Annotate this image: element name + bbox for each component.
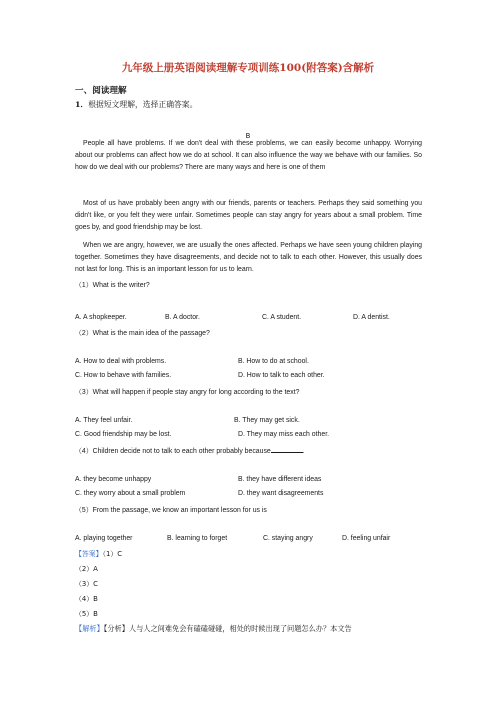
answer-item-1: （1）C (102, 550, 123, 558)
option-1b: B. A doctor. (165, 314, 200, 321)
question-stem-4-text: （4）Children decide not to talk to each other probably because (75, 448, 271, 455)
passage-paragraph-2: Most of us have probably been angry with our friends, parents or teachers. Perhaps they said something you didn't like, or you felt they were unfair. Sometimes people can stay angry for years about a small problem. Time goes by, and good friendship may be lost. (75, 200, 422, 231)
passage-label: B (245, 132, 251, 140)
option-4b: B. they have different ideas (238, 476, 322, 483)
option-4a: A. they become unhappy (75, 476, 152, 483)
option-5b: B. learning to forget (167, 535, 228, 542)
instruction (75, 99, 197, 110)
answer-item-4: （4）B (75, 595, 98, 603)
passage-paragraph-3: When we are angry, however, we are usually the ones affected. Perhaps we have seen young children playing together. Sometimes they have disagreements, and decide not to talk to each other. However, this usually does not last for long. This is an important lesson for us to learn. (75, 242, 422, 273)
option-1c: C. A student. (262, 314, 302, 321)
answer-line (75, 548, 122, 558)
analysis-tag: 【解析】 (75, 624, 104, 633)
analysis-line (75, 624, 352, 634)
option-3b: B. They may get sick. (234, 417, 300, 424)
answer-tag: 【答案】 (75, 550, 103, 558)
answer-blank (271, 446, 303, 453)
option-2a: A. How to deal with problems. (75, 358, 167, 365)
question-stem-2: （2）What is the main idea of the passage? (75, 330, 210, 337)
option-5d: D. feeling unfair (342, 535, 391, 542)
document-title: 九年级上册英语阅读理解专项训练100(附答案)含解析 (121, 62, 375, 74)
passage-paragraph-1: People all have problems. If we don't deal with these problems, we can easily become unhappy. Worrying about our problems can affect how we do at school. It can also influence the way we behave with our families. So how do we deal with our problems? There are many ways and here is one of them (75, 140, 422, 171)
question-stem-4 (75, 445, 305, 455)
option-5c: C. staying angry (263, 535, 313, 542)
option-4c: C. they worry about a small problem (75, 490, 186, 497)
question-stem-3: （3）What will happen if people stay angry for long according to the text? (75, 389, 300, 396)
option-2c: C. How to behave with families. (75, 372, 172, 379)
option-1a: A. A shopkeeper. (75, 314, 127, 321)
option-3a: A. They feel unfair. (75, 417, 133, 424)
question-stem-1: （1）What is the writer? (75, 282, 150, 289)
option-2b: B. How to do at school. (238, 358, 309, 365)
answer-item-5: （5）B (75, 610, 98, 618)
option-1d: D. A dentist. (353, 314, 390, 321)
answer-item-2: （2）A (75, 565, 98, 573)
analysis-text: 【分析】人与人之间难免会有磕磕碰碰，相处的时候出现了问题怎么办？本文告 (103, 624, 352, 633)
question-stem-5: （5）From the passage, we know an important lesson for us is (75, 507, 267, 514)
option-5a: A. playing together (75, 535, 133, 542)
option-3d: D. They may miss each other. (238, 431, 330, 438)
section-heading: 一、阅读理解 (75, 86, 127, 96)
option-3c: C. Good friendship may be lost. (75, 431, 172, 438)
answer-item-3: （3）C (75, 580, 98, 588)
option-4d: D. they want disagreements (238, 490, 324, 497)
question-number: 1． (75, 100, 89, 109)
question-stem-4-end: . (302, 448, 305, 455)
option-2d: D. How to talk to each other. (238, 372, 325, 379)
instruction-text: 根据短文理解，选择正确答案。 (88, 100, 198, 109)
